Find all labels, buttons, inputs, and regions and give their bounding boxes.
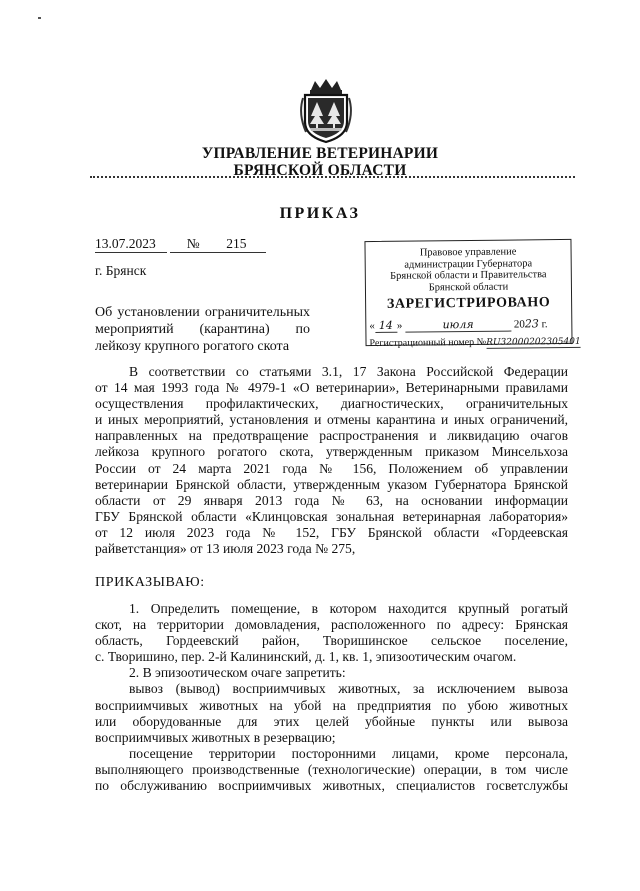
preamble-line: райветстанция» от 13 июля 2023 года № 275, xyxy=(95,541,356,557)
stamp-date-month: июля xyxy=(405,318,511,333)
preamble-line: В соответствии со статьями 3.1, 17 Закона Российской Федерации xyxy=(129,364,568,379)
coat-of-arms-drawing xyxy=(297,78,355,144)
orders-heading: ПРИКАЗЫВАЮ: xyxy=(95,575,205,590)
item-line: 2. В эпизоотическом очаге запретить: xyxy=(129,665,346,681)
organization-name-line1: УПРАВЛЕНИЕ ВЕТЕРИНАРИИ xyxy=(201,145,439,162)
organization-name-line2: БРЯНСКОЙ ОБЛАСТИ xyxy=(233,162,407,179)
preamble-line: лейкоза крупного рогатого скота, утвержденным приказом Минсельхоза xyxy=(95,444,568,460)
preamble-line: России от 24 марта 2021 года № 156, Положением об управлении xyxy=(95,460,568,476)
preamble-line: от 12 июля 2023 года № 152, ГБУ Брянской области «Гордеевская xyxy=(95,524,568,540)
stamp-reg-label: Регистрационный номер № xyxy=(369,336,487,350)
preamble-line: направленных на предотвращение распространения и ликвидацию очагов xyxy=(95,428,568,444)
item-line: с. Творишино, пер. 2-й Калининский, д. 1, кв. 1, эпизоотическим очагом. xyxy=(95,649,517,665)
stamp-reg-number: RU32000202305401 xyxy=(486,336,581,348)
item-line: или оборудованные для этих целей убойные пункты или вывоза xyxy=(95,713,568,729)
order-items xyxy=(95,601,568,794)
preamble-line: осуществления профилактических, диагностических, ограничительных xyxy=(95,396,568,412)
subject-line: мероприятий (карантина) по xyxy=(95,322,310,337)
scan-artifact xyxy=(38,17,41,19)
stamp-reg-row xyxy=(366,336,581,350)
preamble xyxy=(95,364,568,557)
item-line: скот, на территории домовладения, расположенного по адресу: Брянская xyxy=(95,617,568,633)
item-line: восприимчивых животных на убой на предприятия по убою животных xyxy=(95,697,568,713)
header-divider xyxy=(90,176,575,178)
preamble-line: от 14 мая 1993 года № 4979-1 «О ветеринарии», Ветеринарными правилами xyxy=(95,380,568,396)
document-city: г. Брянск xyxy=(95,263,147,278)
preamble-line: ветеринарии Брянской области, утвержденным указом Губернатора Брянской xyxy=(95,476,568,492)
stamp-line: администрации Губернатора xyxy=(404,257,533,271)
item-line: вывоз (вывод) восприимчивых животных, за исключением вывоза xyxy=(129,681,568,697)
document-number: 215 xyxy=(206,236,266,253)
document-date: 13.07.2023 xyxy=(95,236,167,253)
stamp-registered: ЗАРЕГИСТРИРОВАНО xyxy=(386,295,551,312)
subject-line: Об установлении ограничительных xyxy=(95,305,310,320)
stamp-line: Брянской области и Правительства xyxy=(390,269,547,282)
stamp-date-year: 2023 г. xyxy=(513,317,548,331)
item-line: выполняющего производственные (технологические) операции, в том числе xyxy=(95,761,568,777)
number-sign: № xyxy=(170,236,206,253)
stamp-line: Правовое управление xyxy=(419,246,517,259)
stamp-line: Брянской области xyxy=(428,281,509,293)
preamble-line: ГБУ Брянской области «Клинцовская зональная ветеринарная лаборатория» xyxy=(95,508,568,524)
stamp-date-row: « 14 » июля 2023 г. xyxy=(369,317,548,333)
preamble-line: и иных мероприятий, установления и отмены карантина и иных ограничений, xyxy=(95,412,568,428)
document-date-number xyxy=(95,236,266,253)
item-line: по обслуживанию восприимчивых животных, специалистов госветслужбы xyxy=(95,778,568,794)
item-line: область, Гордеевский район, Творишинское сельское поселение, xyxy=(95,633,568,649)
preamble-line: области от 29 января 2013 года № 63, на основании информации xyxy=(95,492,568,508)
stamp-date-day: 14 xyxy=(375,319,397,333)
item-line: 1. Определить помещение, в котором находится крупный рогатый xyxy=(129,601,568,616)
registration-stamp xyxy=(364,239,581,350)
subject-line: лейкозу крупного рогатого скота xyxy=(95,339,290,354)
document-subject xyxy=(95,304,310,355)
item-line: посещение территории посторонними лицами, кроме персонала, xyxy=(129,745,568,761)
document-title: ПРИКАЗ xyxy=(279,205,361,222)
coat-of-arms-icon xyxy=(297,78,355,144)
item-line: восприимчивых животных в резервацию; xyxy=(95,729,336,745)
